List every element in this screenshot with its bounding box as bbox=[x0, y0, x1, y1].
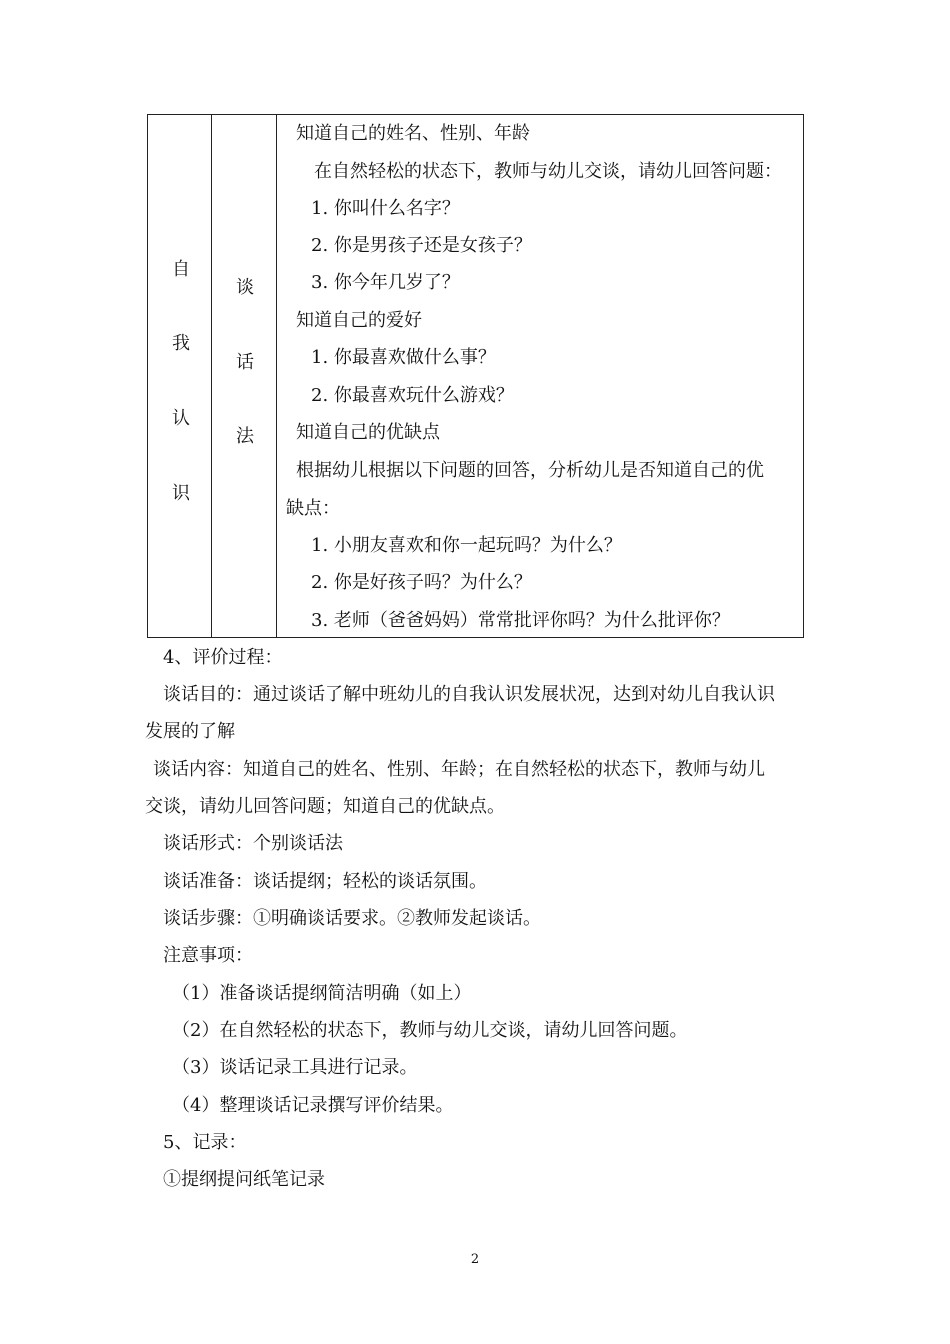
question-item: 3. 你今年几岁了？ bbox=[311, 272, 460, 293]
section-heading: 4、评价过程： bbox=[163, 647, 283, 668]
content-line: 缺点： bbox=[286, 498, 340, 519]
assessment-table bbox=[147, 114, 804, 638]
method-char: 话 bbox=[236, 352, 254, 373]
question-item: 3. 老师（爸爸妈妈）常常批评你吗？为什么批评你？ bbox=[311, 610, 730, 631]
note-item: （1）准备谈话提纲简洁明确（如上） bbox=[172, 983, 472, 1004]
paragraph-line: 交谈，请幼儿回答问题；知道自己的优缺点。 bbox=[145, 796, 505, 817]
paragraph-line: 谈话目的：通过谈话了解中班幼儿的自我认识发展状况，达到对幼儿自我认识 bbox=[163, 684, 775, 705]
question-item: 2. 你是好孩子吗？为什么？ bbox=[311, 572, 532, 593]
question-item: 2. 你最喜欢玩什么游戏？ bbox=[311, 385, 514, 406]
note-item: （4）整理谈话记录撰写评价结果。 bbox=[172, 1095, 454, 1116]
paragraph-line: ①提纲提问纸笔记录 bbox=[163, 1169, 325, 1190]
question-item: 1. 你叫什么名字？ bbox=[311, 198, 460, 219]
content-heading: 知道自己的爱好 bbox=[296, 310, 422, 331]
category-char: 我 bbox=[172, 333, 190, 354]
content-heading: 知道自己的优缺点 bbox=[296, 422, 440, 443]
question-item: 1. 小朋友喜欢和你一起玩吗？为什么？ bbox=[311, 535, 622, 556]
table-divider-2 bbox=[276, 115, 277, 637]
note-item: （3）谈话记录工具进行记录。 bbox=[172, 1057, 418, 1078]
page-number: 2 bbox=[470, 1252, 480, 1267]
question-item: 1. 你最喜欢做什么事？ bbox=[311, 347, 496, 368]
paragraph-line: 谈话形式：个别谈话法 bbox=[163, 833, 343, 854]
method-char: 谈 bbox=[236, 277, 254, 298]
category-char: 认 bbox=[172, 408, 190, 429]
table-divider-1 bbox=[211, 115, 212, 637]
content-heading: 知道自己的姓名、性别、年龄 bbox=[296, 123, 530, 144]
content-line: 根据幼儿根据以下问题的回答，分析幼儿是否知道自己的优 bbox=[296, 460, 764, 481]
paragraph-line: 注意事项： bbox=[163, 945, 253, 966]
paragraph-line: 谈话内容：知道自己的姓名、性别、年龄；在自然轻松的状态下，教师与幼儿 bbox=[153, 759, 765, 780]
category-char: 自 bbox=[172, 259, 190, 280]
paragraph-line: 谈话步骤：①明确谈话要求。②教师发起谈话。 bbox=[163, 908, 541, 929]
paragraph-line: 谈话准备：谈话提纲；轻松的谈话氛围。 bbox=[163, 871, 487, 892]
section-heading: 5、记录： bbox=[163, 1132, 247, 1153]
content-line: 在自然轻松的状态下，教师与幼儿交谈，请幼儿回答问题： bbox=[314, 161, 782, 182]
question-item: 2. 你是男孩子还是女孩子？ bbox=[311, 235, 532, 256]
category-char: 识 bbox=[172, 483, 190, 504]
method-char: 法 bbox=[236, 426, 254, 447]
paragraph-line: 发展的了解 bbox=[145, 721, 235, 742]
note-item: （2）在自然轻松的状态下，教师与幼儿交谈，请幼儿回答问题。 bbox=[172, 1020, 688, 1041]
